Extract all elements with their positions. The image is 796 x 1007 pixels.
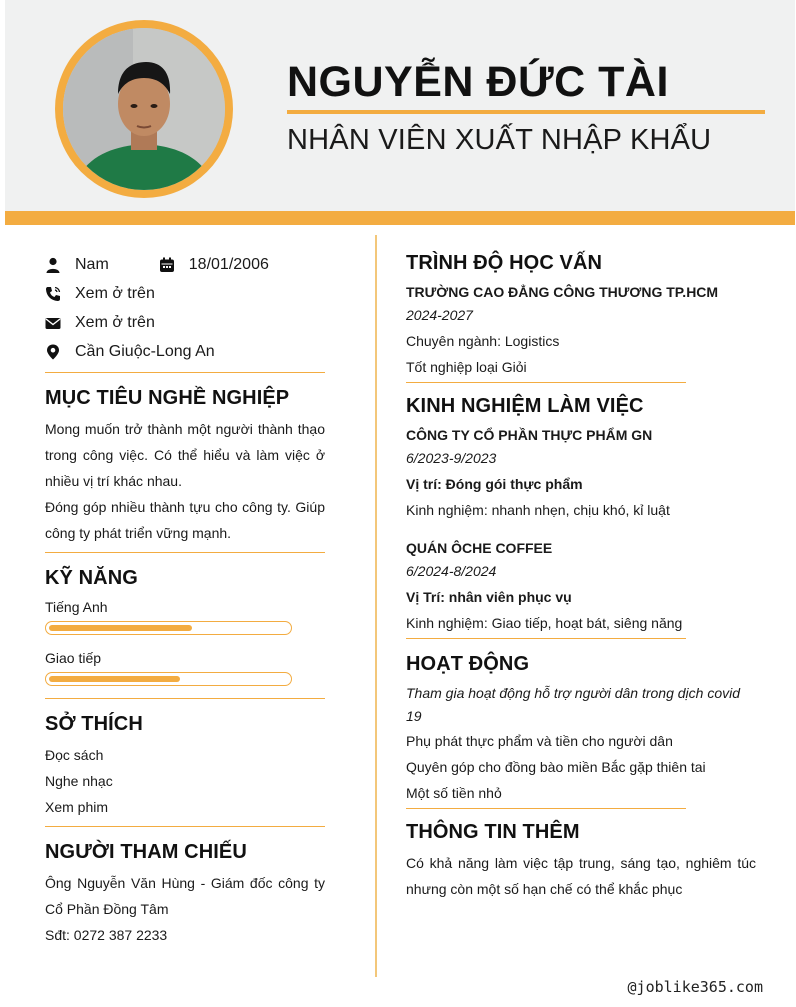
birthday-value: 18/01/2006 xyxy=(188,255,269,273)
skill-bar-track xyxy=(45,672,292,686)
experience-title: KINH NGHIỆM LÀM VIỆC xyxy=(406,395,644,417)
company-name: QUÁN ÔCHE COFFEE xyxy=(406,540,553,556)
section-divider xyxy=(406,638,686,639)
education-title: TRÌNH ĐỘ HỌC VẤN xyxy=(406,252,603,274)
contact-row-email xyxy=(45,308,325,337)
reference-person: Ông Nguyễn Văn Hùng - Giám đốc công ty Cổ Phần Đồng Tâm xyxy=(45,875,325,917)
gender-value: Nam xyxy=(75,255,109,273)
contact-row-gender-birthday xyxy=(45,250,325,279)
hobbies-title: SỞ THÍCH xyxy=(45,713,143,735)
activity-headline: Tham gia hoạt động hỗ trợ người dân trong dịch covid 19 xyxy=(406,685,740,724)
map-pin-icon xyxy=(45,344,61,360)
skill-label: Giao tiếp xyxy=(45,650,102,666)
job-experience: Kinh nghiệm: nhanh nhẹn, chịu khó, kỉ luật xyxy=(406,502,670,518)
activity-item: Quyên góp cho đồng bào miền Bắc gặp thiên tai xyxy=(406,759,706,775)
section-divider xyxy=(45,698,325,699)
phone-value: Xem ở trên xyxy=(75,284,155,302)
activity-item: Phụ phát thực phẩm và tiền cho người dân xyxy=(406,733,673,749)
contact-row-address xyxy=(45,337,325,366)
activities-title: HOẠT ĐỘNG xyxy=(406,653,530,675)
activity-item: Một số tiền nhỏ xyxy=(406,785,502,801)
right-column xyxy=(406,252,756,902)
job-title: NHÂN VIÊN XUẤT NHẬP KHẨU xyxy=(287,124,712,156)
email-value: Xem ở trên xyxy=(75,313,155,331)
objective-title: MỤC TIÊU NGHỀ NGHIỆP xyxy=(45,387,290,409)
section-divider xyxy=(45,372,325,373)
section-divider xyxy=(45,552,325,553)
objective-paragraph-1: Mong muốn trở thành một người thành thạo trong công việc. Có thể hiểu và làm việc ở nhiều vị trí khác nhau. xyxy=(45,421,325,489)
person-icon xyxy=(45,257,61,273)
job-period: 6/2023-9/2023 xyxy=(406,450,497,466)
address-value: Cần Giuộc-Long An xyxy=(75,342,215,360)
phone-icon xyxy=(45,286,61,302)
skill-bar-fill xyxy=(49,625,192,631)
education-major: Chuyên ngành: Logistics xyxy=(406,333,560,349)
objective-paragraph-2: Đóng góp nhiều thành tựu cho công ty. Giúp công ty phát triển vững mạnh. xyxy=(45,499,325,541)
name-underline xyxy=(287,110,765,114)
skill-bar-track xyxy=(45,621,292,635)
section-divider xyxy=(406,382,686,383)
left-column xyxy=(45,250,325,948)
skill-bar-fill xyxy=(49,676,180,682)
column-divider xyxy=(375,235,377,977)
job-experience: Kinh nghiệm: Giao tiếp, hoạt bát, siêng năng xyxy=(406,615,683,631)
accent-bar xyxy=(5,211,795,225)
company-name: CÔNG TY CỔ PHẦN THỰC PHẨM GN xyxy=(406,427,653,443)
contact-row-phone xyxy=(45,279,325,308)
extra-info-title: THÔNG TIN THÊM xyxy=(406,821,580,843)
birthday-item xyxy=(159,256,269,274)
avatar xyxy=(55,20,233,198)
hobby-item: Nghe nhạc xyxy=(45,773,113,789)
extra-info-text: Có khả năng làm việc tập trung, sáng tạo, nghiêm túc nhưng còn một số hạn chế có thể khắc phục xyxy=(406,855,756,897)
hobby-item: Đọc sách xyxy=(45,747,104,763)
candidate-name: NGUYỄN ĐỨC TÀI xyxy=(287,58,669,106)
education-period: 2024-2027 xyxy=(406,307,473,323)
watermark: @joblike365.com xyxy=(627,978,763,996)
experience-entry xyxy=(406,537,756,636)
job-position: Vị trí: Đóng gói thực phẩm xyxy=(406,476,583,492)
job-period: 6/2024-8/2024 xyxy=(406,563,497,579)
person-photo-icon xyxy=(63,28,225,190)
skill-item xyxy=(45,596,325,635)
section-divider xyxy=(406,808,686,809)
education-grade: Tốt nghiệp loại Giỏi xyxy=(406,359,527,375)
skill-item xyxy=(45,647,325,686)
envelope-icon xyxy=(45,315,61,331)
gender-item xyxy=(45,256,109,274)
reference-phone: Sđt: 0272 387 2233 xyxy=(45,927,168,943)
job-position: Vị Trí: nhân viên phục vụ xyxy=(406,589,572,605)
school-name: TRƯỜNG CAO ĐẲNG CÔNG THƯƠNG TP.HCM xyxy=(406,284,719,300)
profile-photo xyxy=(63,28,225,190)
experience-entry xyxy=(406,424,756,523)
skills-title: KỸ NĂNG xyxy=(45,567,138,589)
hobby-item: Xem phim xyxy=(45,799,109,815)
references-title: NGƯỜI THAM CHIẾU xyxy=(45,841,247,863)
calendar-icon xyxy=(159,257,175,273)
section-divider xyxy=(45,826,325,827)
skill-label: Tiếng Anh xyxy=(45,599,108,615)
